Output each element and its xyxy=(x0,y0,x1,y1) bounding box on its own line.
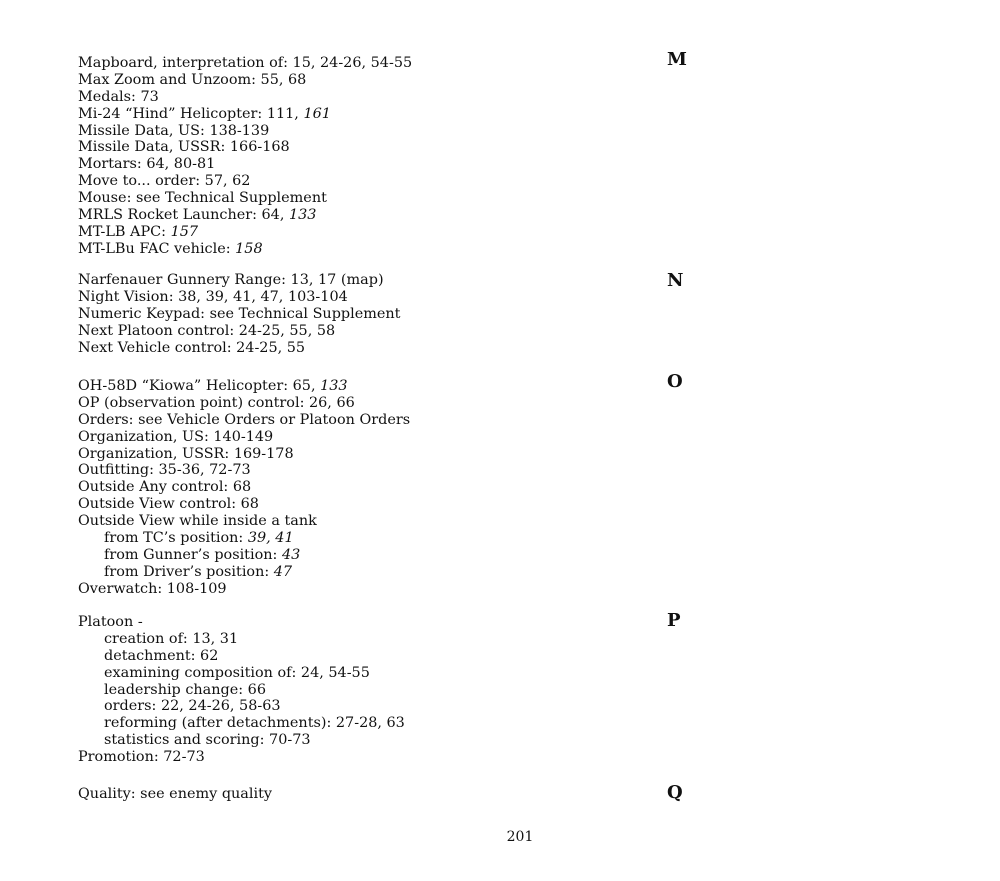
index-subentry xyxy=(78,698,638,715)
index-section-p xyxy=(78,614,638,766)
entry-text: reforming (after detachments): 27-28, 63 xyxy=(104,715,405,732)
page-reference-italic: 43 xyxy=(281,546,301,563)
entry-text: MT-LB APC: xyxy=(78,223,171,240)
page-reference-italic: 47 xyxy=(273,563,293,580)
entry-text: detachment: 62 xyxy=(104,647,219,664)
entry-text: from Driver’s position: xyxy=(104,563,274,580)
index-subentry xyxy=(78,631,638,648)
index-entry xyxy=(78,289,638,306)
entry-text: Platoon - xyxy=(78,614,143,630)
index-entry xyxy=(78,272,638,289)
page-number: 201 xyxy=(506,829,534,845)
index-entry xyxy=(78,429,638,446)
entry-text: Narfenauer Gunnery Range: 13, 17 (map) xyxy=(78,272,384,288)
entry-text: MT-LBu FAC vehicle: xyxy=(78,240,236,257)
entry-text: Quality: see enemy quality xyxy=(78,786,273,802)
index-entry xyxy=(78,479,638,496)
index-subentry xyxy=(78,715,638,732)
index-entry xyxy=(78,749,638,766)
entry-text: Missile Data, USSR: 166-168 xyxy=(78,139,290,156)
entry-text: creation of: 13, 31 xyxy=(104,630,239,647)
entry-text: from TC’s position: xyxy=(104,530,248,547)
entry-text: Outside Any control: 68 xyxy=(78,479,252,496)
index-entry xyxy=(78,340,638,357)
section-letter-p: P xyxy=(667,610,681,631)
page-reference-italic: 39, 41 xyxy=(247,530,294,547)
index-entry xyxy=(78,378,638,395)
index-section-n xyxy=(78,272,638,356)
index-entry xyxy=(78,190,638,207)
entry-text: leadership change: 66 xyxy=(104,681,266,698)
index-entry xyxy=(78,207,638,224)
entry-text: Mi-24 “Hind” Helicopter: 111, xyxy=(78,105,304,122)
entry-text: Move to... order: 57, 62 xyxy=(78,173,251,190)
entry-text: statistics and scoring: 70-73 xyxy=(104,732,311,749)
entry-text: OH-58D “Kiowa” Helicopter: 65, xyxy=(78,378,321,394)
index-entry xyxy=(78,241,638,258)
section-letter-o: O xyxy=(667,371,683,392)
index-entry xyxy=(78,581,638,598)
entry-text: Organization, US: 140-149 xyxy=(78,428,274,445)
entry-text: examining composition of: 24, 54-55 xyxy=(104,664,370,681)
entry-text: orders: 22, 24-26, 58-63 xyxy=(104,698,281,715)
index-entry xyxy=(78,496,638,513)
index-entry xyxy=(78,55,638,72)
entry-text: Organization, USSR: 169-178 xyxy=(78,445,294,462)
page-reference-italic: 157 xyxy=(170,223,199,240)
index-section-q xyxy=(78,786,638,803)
index-entry xyxy=(78,446,638,463)
entry-text: Mapboard, interpretation of: 15, 24-26, 54-55 xyxy=(78,55,413,71)
index-subentry xyxy=(78,665,638,682)
entry-text: OP (observation point) control: 26, 66 xyxy=(78,394,355,411)
entry-text: Outfitting: 35-36, 72-73 xyxy=(78,462,251,479)
index-entry xyxy=(78,139,638,156)
entry-text: Mouse: see Technical Supplement xyxy=(78,190,327,207)
index-subentry xyxy=(78,564,638,581)
entry-text: Overwatch: 108-109 xyxy=(78,580,227,597)
index-section-m xyxy=(78,55,638,258)
entry-text: from Gunner’s position: xyxy=(104,546,282,563)
entry-text: Missile Data, US: 138-139 xyxy=(78,122,270,139)
index-entry xyxy=(78,614,638,631)
index-entry xyxy=(78,395,638,412)
index-section-o xyxy=(78,378,638,598)
section-letter-m: M xyxy=(667,49,687,70)
index-entry xyxy=(78,462,638,479)
entry-text: Outside View control: 68 xyxy=(78,496,259,513)
page-reference-italic: 133 xyxy=(289,207,317,224)
index-entry xyxy=(78,513,638,530)
entry-text: Medals: 73 xyxy=(78,88,159,105)
index-entry xyxy=(78,123,638,140)
entry-text: Night Vision: 38, 39, 41, 47, 103-104 xyxy=(78,288,348,305)
index-subentry xyxy=(78,530,638,547)
entry-text: Orders: see Vehicle Orders or Platoon Orders xyxy=(78,411,411,428)
entry-text: Numeric Keypad: see Technical Supplement xyxy=(78,305,401,322)
index-subentry xyxy=(78,682,638,699)
index-entry xyxy=(78,106,638,123)
index-entry xyxy=(78,72,638,89)
entry-text: Promotion: 72-73 xyxy=(78,749,205,766)
index-subentry xyxy=(78,547,638,564)
index-subentry xyxy=(78,648,638,665)
entry-text: Mortars: 64, 80-81 xyxy=(78,156,216,173)
index-entry xyxy=(78,412,638,429)
entry-text: Outside View while inside a tank xyxy=(78,513,317,530)
index-subentry xyxy=(78,732,638,749)
index-entry xyxy=(78,156,638,173)
page-reference-italic: 133 xyxy=(320,378,348,394)
page-reference-italic: 161 xyxy=(303,105,331,122)
entry-text: Max Zoom and Unzoom: 55, 68 xyxy=(78,71,307,88)
entry-text: Next Platoon control: 24-25, 55, 58 xyxy=(78,322,336,339)
index-entry xyxy=(78,224,638,241)
index-entry xyxy=(78,786,638,803)
index-entry xyxy=(78,323,638,340)
section-letter-q: Q xyxy=(667,782,683,803)
index-entry xyxy=(78,173,638,190)
section-letter-n: N xyxy=(667,270,684,291)
entry-text: Next Vehicle control: 24-25, 55 xyxy=(78,339,306,356)
page-reference-italic: 158 xyxy=(235,240,263,257)
index-entry xyxy=(78,306,638,323)
index-entry xyxy=(78,89,638,106)
entry-text: MRLS Rocket Launcher: 64, xyxy=(78,207,289,224)
